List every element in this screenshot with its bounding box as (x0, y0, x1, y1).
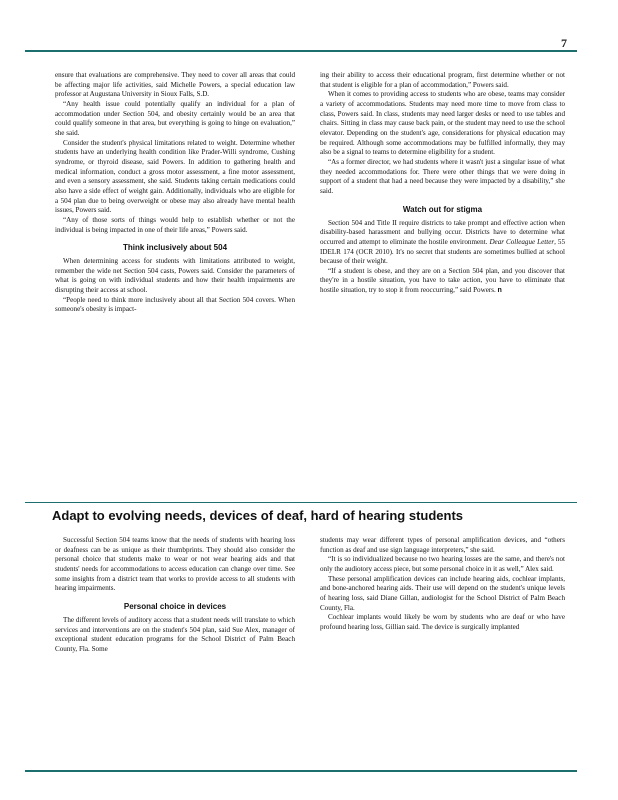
citation-title: Dear Colleague Letter (489, 237, 555, 246)
last-paragraph-text: “If a student is obese, and they are on a Section 504 plan, and you discover that they're in a hostile situation, you have to take action, you have to eliminate that hostile situation, try to stop it from reoccurring,” said Powers. (320, 266, 565, 295)
subheading-watch-out-for-stigma: Watch out for stigma (402, 204, 483, 214)
page-number: 7 (561, 36, 567, 50)
article-column-top-left (55, 71, 295, 496)
paragraph: “Any health issue could potentially qualify an individual for a plan of accommodation under Section 504, and obesity certainly would be an area that could qualify someone in that area, but everything is going to hinge on evaluation,” she said. (55, 99, 295, 137)
paragraph: “Any of those sorts of things would help to establish whether or not the individual is being impacted in one of their life areas,” Powers said. (55, 215, 295, 234)
paragraph: Consider the student's physical limitations related to weight. Determine whether students have an underlying health condition like Prader-Willi syndrome, Cushing syndrome, or thyroid disease, said Powers. In addition to gathering health and medical information, conduct a gross motor assessment, a fine motor assessment, and even a sensory assessment, she said. Students taking certain medications could also have a side effect of weight gain. Additionally, individuals who are eligible for a 504 plan due to being overweight or obese may also already have mental health issues, Powers said. (55, 138, 295, 215)
stigma-text-before: Section 504 and Title II require districts to take prompt and effective action when disability-based harassment and bullying occur. Districts have to determine what occurred and attempt to eliminate the hostile environment. (320, 218, 565, 246)
paragraph: “People need to think more inclusively about all that Section 504 covers. When someone's obesity is impact- (55, 295, 295, 314)
paragraph: These personal amplification devices can include hearing aids, cochlear implants, and bone-anchored hearing aids. Their use will depend on the student's unique levels of hearing loss, said Diane Gillan, audiologist for the School District of Palm Beach County, Fla. (320, 574, 565, 612)
paragraph-last (320, 267, 565, 296)
paragraph: Cochlear implants would likely be worn by students who are deaf or who have profound hearing loss, Gillian said. The device is surgically implanted (320, 613, 565, 631)
section-divider-rule (25, 502, 577, 503)
subheading-think-inclusively: Think inclusively about 504 (122, 243, 228, 253)
end-of-article-mark: n (497, 286, 502, 295)
paragraph: “It is so individualized because no two hearing losses are the same, and there's not only the audiotory access piece, but some personal choice in it as well,” Alex said. (320, 555, 565, 573)
article-column-top-right (320, 71, 565, 496)
paragraph: “As a former director, we had students where it wasn't just a singular issue of what they needed accommodations for. There were other things that we were doing in support of a student that had a need because they were impacted by a disability,” she said. (320, 157, 565, 195)
paragraph-stigma (320, 219, 565, 267)
section-title: Adapt to evolving needs, devices of deaf, hard of hearing students (52, 508, 464, 523)
subheading-personal-choice: Personal choice in devices (123, 601, 227, 611)
paragraph: When determining access for students with limitations attributed to weight, remember the wide net Section 504 casts, Powers said. Consider the parameters of what is going on with individual students and how their health impairments are disrupting their access at school. (55, 257, 295, 295)
paragraph: When it comes to providing access to students who are obese, teams may consider a variety of accommodations. Students may need more time to move from class to class, Powers said. In class, students may need larger desks or need to use tables and chairs. Sitting in class may cause back pain, or the student may need to use the school elevator. Depending on the student's age, considerations for physical education may be required. Although some accommodations may be fulfilled informally, they may also be a signal to teams to determine eligibility for a student. (320, 90, 565, 157)
article-column-bottom-left (55, 536, 295, 768)
bottom-rule (25, 770, 577, 772)
stigma-text-after: , 55 IDELR 174 (OCR 2010). It's no secret that students are sometimes bullied at school because of their weight. (320, 237, 565, 266)
paragraph: ensure that evaluations are comprehensive. They need to cover all areas that could be affecting major life activities, said Michelle Powers, a special education law professor at Augustana University in Sioux Falls, S.D. (55, 71, 295, 99)
paragraph: Successful Section 504 teams know that the needs of students with hearing loss or deafness can be as unique as their thumbprints. They should also consider the personal choice that students make to wear or not wear hearing aids and that students' needs for accommodations to access education can change over time. See some insights from a district team that works to provide access to all students with hearing impairments. (55, 536, 295, 593)
paragraph: The different levels of auditory access that a student needs will translate to which services and interventions are on the student's 504 plan, said Sue Alex, manager of exceptional student education programs for the School District of Palm Beach County, Fla. Some (55, 615, 295, 653)
article-column-bottom-right (320, 536, 565, 768)
paragraph: ing their ability to access their educational program, first determine whether or not that student is eligible for a plan of accommodation,” Powers said. (320, 71, 565, 89)
top-rule (25, 50, 577, 52)
paragraph: students may wear different types of personal amplification devices, and “others function as deaf and use sign language interpreters,” she said. (320, 536, 565, 554)
